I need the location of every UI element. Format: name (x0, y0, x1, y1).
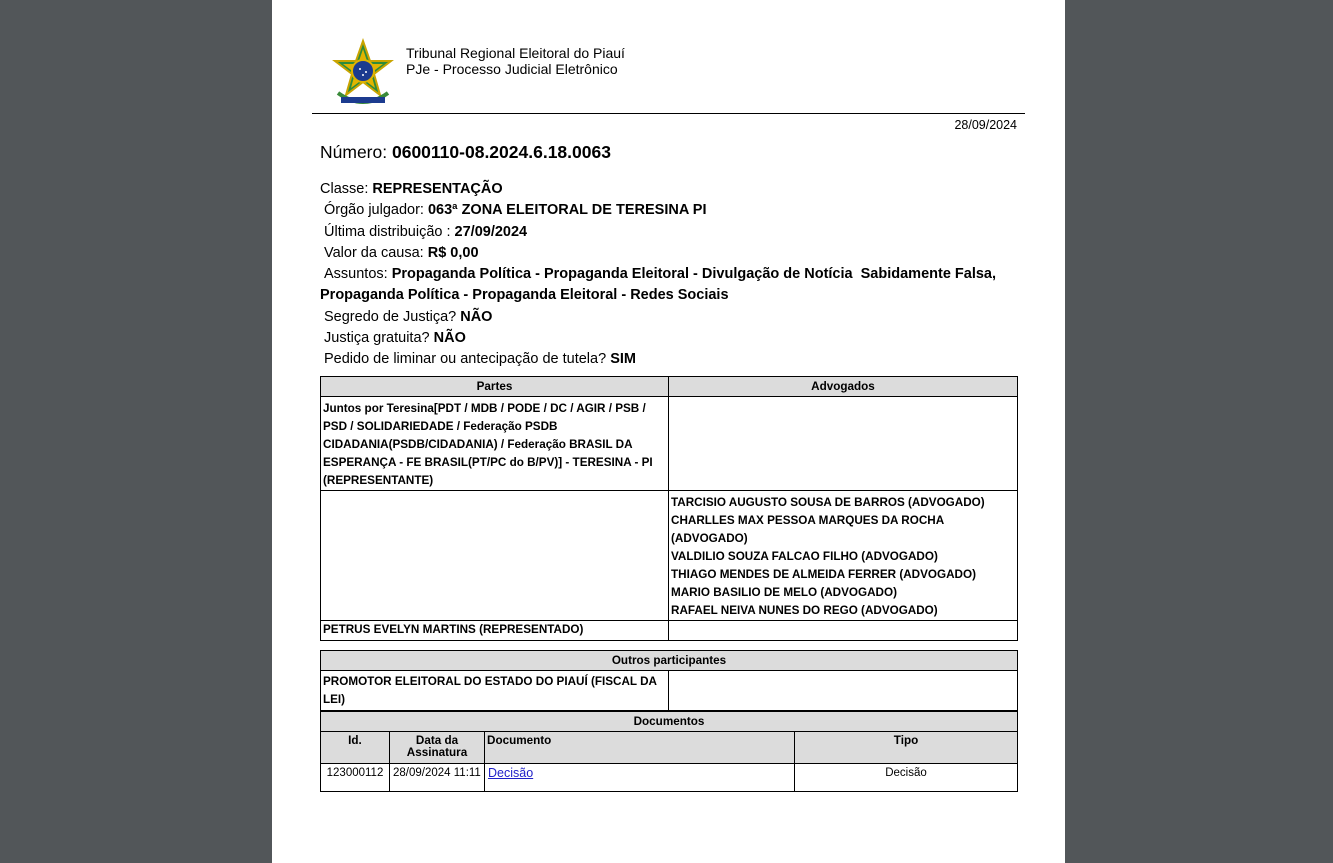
outros-participantes-table (320, 650, 1018, 711)
empty-cell (669, 397, 1018, 491)
process-number-value: 0600110-08.2024.6.18.0063 (391, 142, 611, 162)
valor-line (320, 243, 1020, 264)
doc-tipo: Decisão (795, 764, 1018, 792)
header-text (406, 45, 625, 77)
lawyer-item: RAFAEL NEIVA NUNES DO REGO (ADVOGADO) (671, 604, 938, 617)
orgao-label: Órgão julgador: (324, 202, 424, 219)
distribuicao-label: Última distribuição : (324, 223, 451, 240)
assuntos-label: Assuntos: (324, 266, 388, 283)
liminar-line (320, 349, 1020, 370)
system-name: PJe - Processo Judicial Eletrônico (406, 61, 618, 77)
lawyer-item: VALDILIO SOUZA FALCAO FILHO (ADVOGADO) (671, 550, 938, 563)
lawyer-item: CHARLLES MAX PESSOA MARQUES DA ROCHA (ADVOGADO) (671, 514, 944, 545)
empty-cell (669, 671, 1018, 711)
documentos-header: Documentos (321, 712, 1018, 732)
brazil-coat-of-arms-icon (328, 38, 398, 112)
process-number-label: Número: (320, 142, 388, 162)
gratuita-value: NÃO (433, 330, 466, 347)
gratuita-label: Justiça gratuita? (324, 330, 430, 347)
liminar-value: SIM (610, 351, 636, 368)
doc-decisao-link[interactable]: Decisão (488, 766, 534, 780)
outros-header: Outros participantes (321, 651, 1018, 671)
header-divider (312, 113, 1025, 114)
classe-value: REPRESENTAÇÃO (372, 181, 503, 197)
documentos-table (320, 711, 1018, 792)
col-documento-header: Documento (485, 732, 795, 764)
liminar-label: Pedido de liminar ou antecipação de tutela? (324, 351, 607, 368)
segredo-value: NÃO (460, 308, 493, 325)
col-tipo-header: Tipo (795, 732, 1018, 764)
orgao-line (320, 200, 1020, 221)
document-date: 28/09/2024 (954, 118, 1017, 132)
distribuicao-line (320, 222, 1020, 243)
classe-label: Classe: (320, 181, 369, 197)
process-number (320, 142, 611, 163)
valor-value: R$ 0,00 (427, 244, 479, 261)
assuntos-line (320, 264, 1020, 285)
process-info (320, 179, 1020, 371)
lawyers-list (669, 491, 1018, 621)
gratuita-line (320, 328, 1020, 349)
fiscal-participant: PROMOTOR ELEITORAL DO ESTADO DO PIAUÍ (FISCAL DA LEI) (321, 671, 669, 711)
valor-label: Valor da causa: (324, 244, 424, 261)
partes-table (320, 376, 1018, 641)
org-name: Tribunal Regional Eleitoral do Piauí (406, 45, 625, 61)
assuntos-line-2 (320, 285, 1020, 306)
col-data-header: Data da Assinatura (390, 732, 485, 764)
document-page (272, 0, 1065, 863)
segredo-line (320, 307, 1020, 328)
col-advogados-header: Advogados (669, 377, 1018, 397)
doc-data: 28/09/2024 11:11 (390, 764, 485, 792)
party-representante: Juntos por Teresina[PDT / MDB / PODE / DC / AGIR / PSB / PSD / SOLIDARIEDADE / Federação PSDB CIDADANIA(PSDB/CIDADANIA) / Federação BRASIL DA ESPERANÇA - FE BRASIL(PT/PC do B/PV)] - TERESINA - PI (REPRESENTANTE) (321, 397, 669, 491)
col-id-header: Id. (321, 732, 390, 764)
empty-cell (321, 491, 669, 621)
party-representado: PETRUS EVELYN MARTINS (REPRESENTADO) (321, 621, 669, 641)
assuntos-value-2: Propaganda Política - Propaganda Eleitoral - Redes Sociais (320, 287, 729, 304)
empty-cell (669, 621, 1018, 641)
assuntos-value-1: Propaganda Política - Propaganda Eleitoral - Divulgação de Notícia Sabidamente Falsa, (391, 266, 997, 283)
lawyer-item: MARIO BASILIO DE MELO (ADVOGADO) (671, 586, 897, 599)
doc-documento-cell (485, 764, 795, 792)
classe-line (320, 179, 1020, 200)
lawyer-item: TARCISIO AUGUSTO SOUSA DE BARROS (ADVOGADO) (671, 496, 985, 509)
orgao-value: 063ª ZONA ELEITORAL DE TERESINA PI (427, 202, 707, 219)
table-row (321, 764, 1018, 792)
doc-id: 123000112 (321, 764, 390, 792)
lawyer-item: THIAGO MENDES DE ALMEIDA FERRER (ADVOGADO) (671, 568, 976, 581)
distribuicao-value: 27/09/2024 (454, 223, 528, 240)
col-partes-header: Partes (321, 377, 669, 397)
segredo-label: Segredo de Justiça? (324, 308, 457, 325)
